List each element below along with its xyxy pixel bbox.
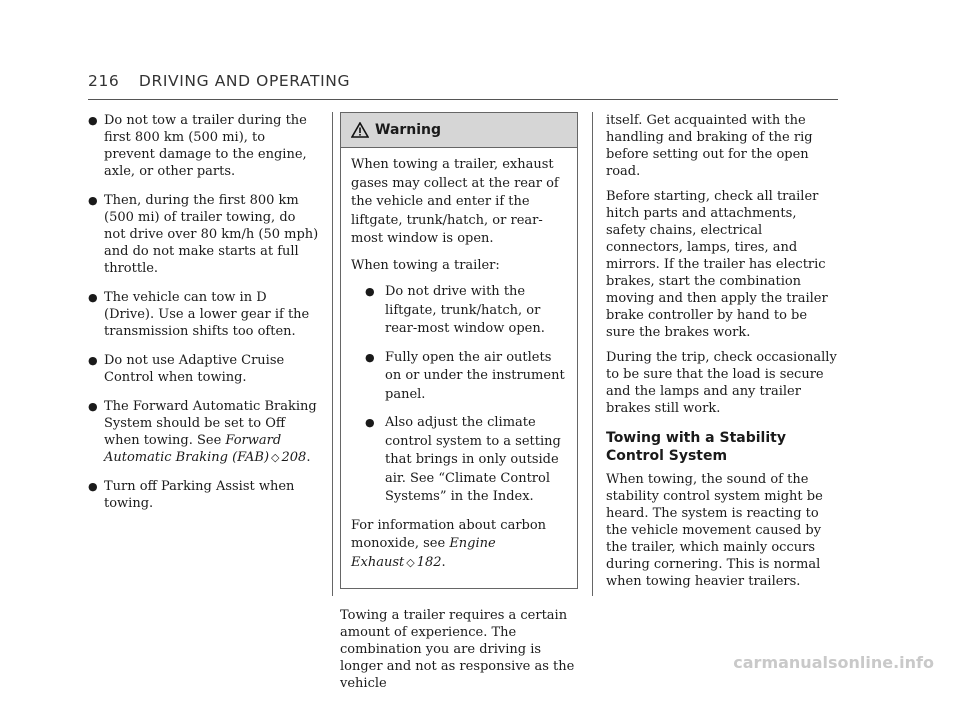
- paragraph: Towing a trailer requires a certain amount of experience. The combination you are driving is longer and not as responsive as the vehicle: [340, 608, 575, 691]
- warning-lead: When towing a trailer:: [351, 257, 500, 273]
- list-item: ● Do not use Adaptive Cruise Control when towing.: [88, 353, 285, 385]
- paragraph: During the trip, check occasionally to be sure that the load is secure and the lamps and any trailer brakes still work.: [606, 350, 837, 416]
- section-heading: Towing with a Stability Control System: [606, 430, 786, 464]
- page-header: [88, 72, 350, 90]
- list-item: ● Also adjust the climate control system to a setting that brings in only outside air. See “Climate Control Systems” in the Index.: [365, 415, 561, 504]
- warning-footer: For information about carbon monoxide, see Engine Exhaust ◇ 182.: [351, 517, 547, 570]
- header-rule: [88, 99, 838, 100]
- list-item: ● Do not drive with the liftgate, trunk/hatch, or rear-most window open.: [365, 284, 545, 336]
- warning-body: [341, 148, 577, 588]
- bullet-icon: ●: [88, 400, 98, 413]
- page-reference[interactable]: 182: [416, 554, 442, 570]
- warning-triangle-icon: [351, 122, 369, 138]
- warning-box: [340, 112, 578, 589]
- warning-header: [341, 113, 577, 148]
- bullet-icon: ●: [88, 194, 98, 207]
- bullet-icon: ●: [365, 285, 375, 298]
- warning-bullet-list: [357, 283, 567, 507]
- column-divider: [332, 112, 333, 596]
- bullet-list: [88, 112, 320, 512]
- list-item: ● Fully open the air outlets on or under the instrument panel.: [365, 349, 565, 402]
- page-ref-icon: ◇: [271, 451, 280, 464]
- column-right: [606, 112, 838, 598]
- list-item: ● Turn off Parking Assist when towing.: [88, 479, 295, 511]
- list-item: ● Then, during the first 800 km (500 mi) of trailer towing, do not drive over 80 km/h (50 mph) and do not make starts at full throttle.: [88, 193, 319, 276]
- bullet-icon: ●: [88, 291, 98, 304]
- paragraph: When towing, the sound of the stability control system might be heard. The system is reacting to the vehicle movement caused by the trailer, which mainly occurs during cornering. This is normal when towing heavier trailers.: [606, 472, 823, 589]
- column-left: [88, 112, 320, 524]
- watermark: carmanualsonline.info: [733, 653, 934, 672]
- bullet-icon: ●: [88, 480, 98, 493]
- page-number: 216: [88, 72, 120, 90]
- bullet-icon: ●: [88, 114, 98, 127]
- list-item: ● The Forward Automatic Braking System should be set to Off when towing. See Forward Automatic Braking (FAB) ◇ 208.: [88, 399, 317, 465]
- warning-title: Warning: [375, 121, 442, 138]
- list-item: ● The vehicle can tow in D (Drive). Use a lower gear if the transmission shifts too often.: [88, 290, 310, 339]
- column-divider: [592, 112, 593, 596]
- warning-intro: When towing a trailer, exhaust gases may collect at the rear of the vehicle and enter if the liftgate, trunk/hatch, or rear-most window is open.: [351, 157, 559, 246]
- page-ref-icon: ◇: [406, 555, 415, 569]
- cross-reference-link[interactable]: Forward Automatic Braking (FAB): [104, 433, 282, 465]
- page-reference[interactable]: 208: [281, 450, 307, 465]
- bullet-icon: ●: [88, 354, 98, 367]
- cross-reference-link[interactable]: Engine Exhaust: [351, 536, 496, 570]
- column-middle: [340, 112, 578, 705]
- section-title: DRIVING AND OPERATING: [138, 72, 351, 90]
- bullet-icon: ●: [365, 416, 375, 429]
- bullet-icon: ●: [365, 350, 375, 364]
- list-item: ● Do not tow a trailer during the first 800 km (500 mi), to prevent damage to the engine, axle, or other parts.: [88, 113, 307, 179]
- paragraph: itself. Get acquainted with the handling and braking of the rig before setting out for the open road.: [606, 113, 813, 179]
- paragraph: Before starting, check all trailer hitch parts and attachments, safety chains, electrical connectors, lamps, tires, and mirrors. If the trailer has electric brakes, start the combination moving and then apply the trailer brake controller by hand to be sure the brakes work.: [606, 189, 828, 340]
